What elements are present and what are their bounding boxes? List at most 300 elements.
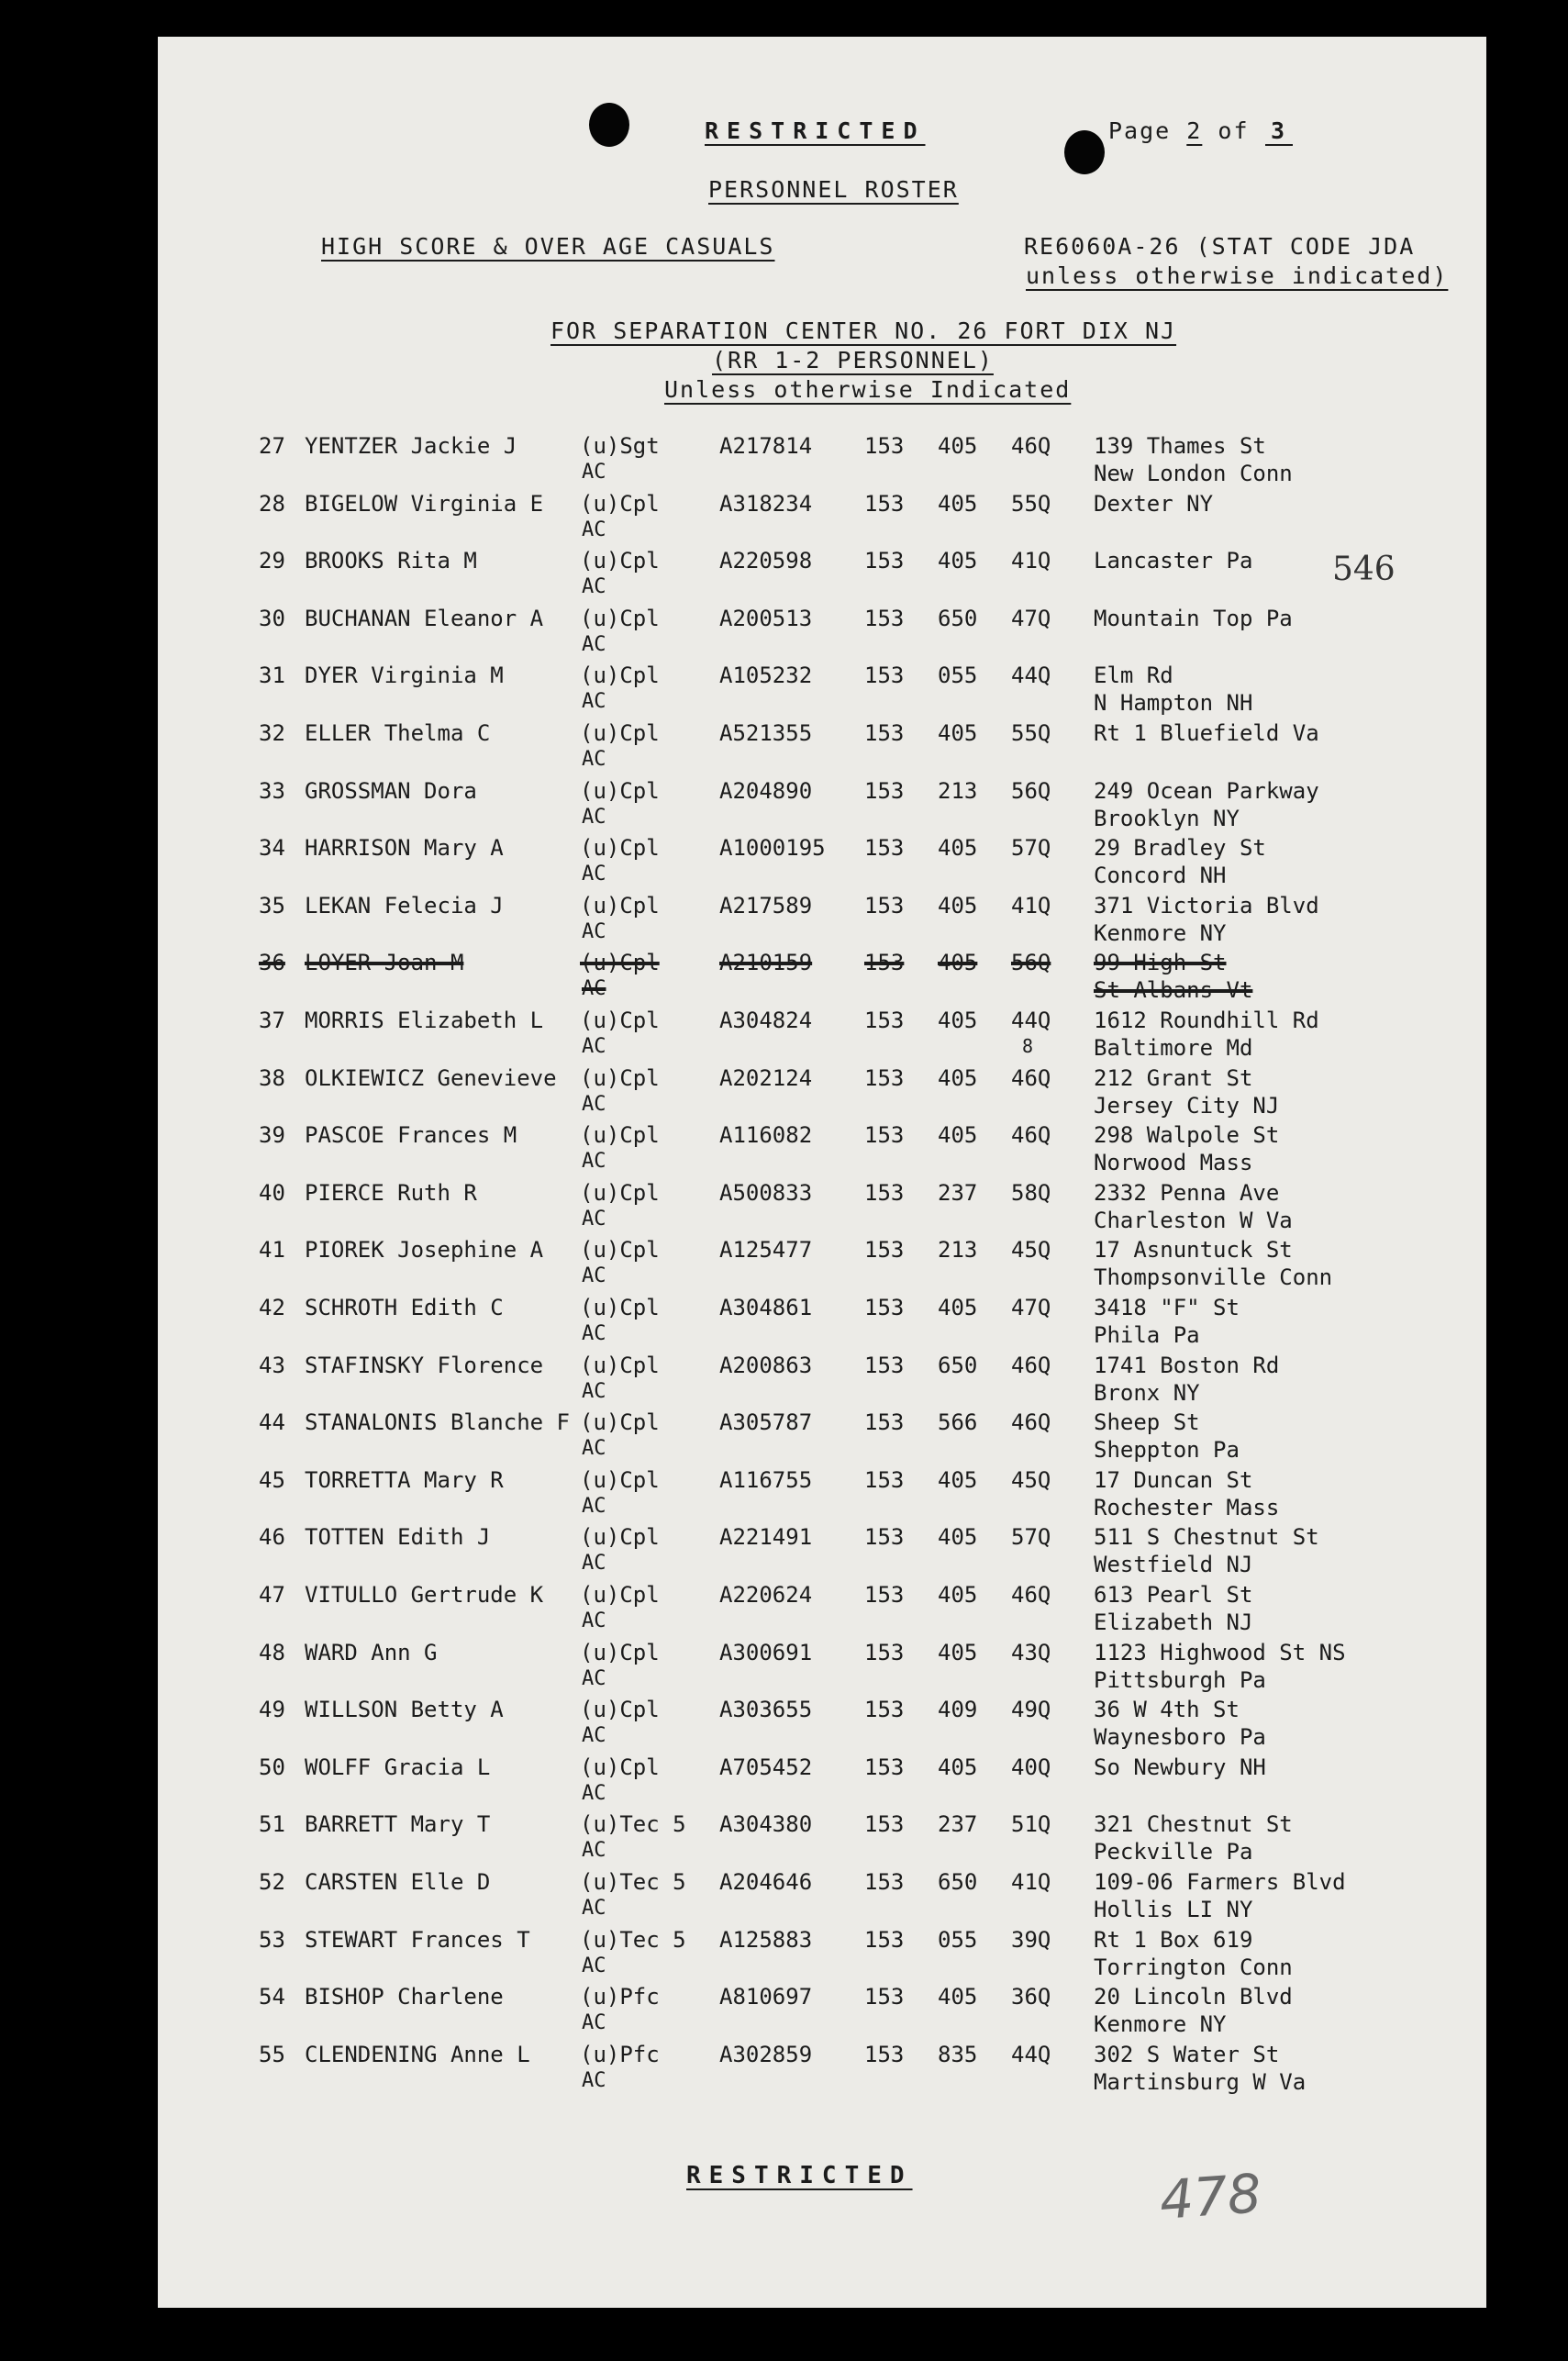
cell-c3: 47Q (1011, 605, 1051, 631)
cell-branch: AC (582, 1264, 606, 1288)
cell-branch: AC (582, 1839, 606, 1863)
cell-name: PIOREK Josephine A (305, 1237, 544, 1264)
cell-serial: A217814 (719, 433, 813, 459)
cell-name: HARRISON Mary A (305, 835, 504, 862)
cell-c3: 57Q (1011, 835, 1051, 862)
cell-addr2: Baltimore Md (1094, 1035, 1253, 1061)
margin-number: 546 (1332, 551, 1396, 588)
cell-branch: AC (582, 1609, 606, 1632)
cell-branch: AC (582, 863, 606, 886)
cell-rank: (u)Cpl (580, 663, 660, 689)
cell-c2: 405 (938, 1984, 978, 2010)
cell-addr2: Thompsonville Conn (1094, 1264, 1333, 1291)
order-code: RE6060A-26 (STAT CODE JDA (1024, 233, 1416, 260)
cell-addr1: 302 S Water St (1094, 2041, 1280, 2067)
cell-addr1: Dexter NY (1094, 490, 1214, 517)
cell-rank: (u)Cpl (580, 1064, 660, 1091)
cell-c2: 405 (938, 548, 978, 574)
cell-name: BIGELOW Virginia E (305, 490, 544, 517)
cell-c3: 46Q (1011, 1122, 1051, 1149)
cell-c2: 405 (938, 433, 978, 459)
cell-c1: 153 (864, 835, 905, 862)
cell-c1: 153 (864, 1754, 905, 1780)
cell-addr1: 139 Thames St (1094, 433, 1266, 459)
cell-c3: 46Q (1011, 1064, 1051, 1091)
cell-branch: AC (582, 1552, 606, 1576)
cell-c1: 153 (864, 433, 905, 459)
cell-c1: 153 (864, 1179, 905, 1206)
cell-branch: AC (582, 1781, 606, 1805)
cell-c3: 41Q (1011, 892, 1051, 919)
cell-c3b: 8 (1022, 1035, 1034, 1057)
cell-addr2: Rochester Mass (1094, 1494, 1280, 1520)
cell-rank: (u)Cpl (580, 892, 660, 919)
cell-c2: 405 (938, 892, 978, 919)
cell-c3: 57Q (1011, 1524, 1051, 1551)
cell-name: MORRIS Elizabeth L (305, 1008, 544, 1033)
cell-num: 27 (259, 433, 285, 459)
table-row (158, 1237, 1486, 1294)
cell-rank: (u)Cpl (580, 1639, 660, 1665)
cell-c2: 409 (938, 1697, 978, 1723)
table-row (158, 1180, 1486, 1237)
cell-c1: 153 (864, 1926, 905, 1953)
cell-serial: A318234 (719, 490, 813, 517)
table-row (158, 1065, 1486, 1122)
cell-addr2: Phila Pa (1094, 1322, 1200, 1348)
cell-name: TOTTEN Edith J (305, 1524, 491, 1551)
cell-serial: A302859 (719, 2041, 813, 2067)
table-row (158, 1467, 1486, 1524)
cell-num: 38 (259, 1064, 285, 1091)
cell-name: BARRETT Mary T (305, 1811, 491, 1838)
cell-c3: 55Q (1011, 720, 1051, 746)
table-row (158, 1754, 1486, 1811)
cell-addr1: 1123 Highwood St NS (1094, 1639, 1346, 1665)
table-row (158, 835, 1486, 892)
cell-c3: 46Q (1011, 1409, 1051, 1436)
table-row (158, 1697, 1486, 1754)
cell-addr2: Waynesboro Pa (1094, 1724, 1266, 1751)
table-row (158, 1008, 1486, 1064)
cell-branch: AC (582, 2068, 606, 2092)
cell-c3: 47Q (1011, 1295, 1051, 1320)
cell-c1: 153 (864, 1984, 905, 2010)
cell-rank: (u)Cpl (580, 1582, 660, 1608)
cell-num: 37 (259, 1008, 285, 1033)
cell-c3: 46Q (1011, 433, 1051, 459)
table-row (158, 548, 1486, 605)
cell-c3: 56Q (1011, 950, 1051, 976)
cell-num: 45 (259, 1466, 285, 1493)
cell-c1: 153 (864, 1122, 905, 1149)
cell-c2: 055 (938, 1926, 978, 1953)
cell-num: 51 (259, 1811, 285, 1838)
cell-name: SCHROTH Edith C (305, 1295, 504, 1320)
table-row (158, 1122, 1486, 1179)
classification-footer: RESTRICTED (686, 2162, 913, 2189)
cell-rank: (u)Cpl (580, 1754, 660, 1780)
cell-rank: (u)Cpl (580, 548, 660, 574)
cell-name: WOLFF Gracia L (305, 1754, 491, 1780)
cell-addr1: 17 Asnuntuck St (1094, 1237, 1293, 1264)
cell-branch: AC (582, 632, 606, 656)
cell-rank: (u)Cpl (580, 1295, 660, 1320)
table-row (158, 893, 1486, 950)
cell-rank: (u)Cpl (580, 1352, 660, 1378)
cell-branch: AC (582, 1954, 606, 1977)
cell-c3: 44Q (1011, 1008, 1051, 1033)
cell-branch: AC (582, 1437, 606, 1461)
cell-branch: AC (582, 575, 606, 599)
cell-name: BUCHANAN Eleanor A (305, 605, 544, 631)
cell-c3: 41Q (1011, 548, 1051, 574)
cell-rank: (u)Cpl (580, 1008, 660, 1033)
cell-serial: A521355 (719, 720, 813, 746)
cell-addr2: Jersey City NJ (1094, 1092, 1280, 1119)
cell-serial: A220624 (719, 1582, 813, 1608)
table-row (158, 606, 1486, 663)
cell-addr2: Kenmore NY (1094, 919, 1227, 946)
cell-c2: 405 (938, 490, 978, 517)
cell-c1: 153 (864, 720, 905, 746)
cell-c3: 45Q (1011, 1466, 1051, 1493)
page-number: 2 (1186, 117, 1203, 144)
cell-c2: 405 (938, 950, 978, 976)
cell-c2: 405 (938, 1122, 978, 1149)
classification-header: RESTRICTED (705, 117, 926, 144)
cell-serial: A221491 (719, 1524, 813, 1551)
cell-rank: (u)Tec 5 (580, 1926, 686, 1953)
cell-addr2: Norwood Mass (1094, 1150, 1253, 1176)
cell-addr2: Martinsburg W Va (1094, 2068, 1307, 2095)
cell-c3: 41Q (1011, 1869, 1051, 1895)
cell-rank: (u)Cpl (580, 1179, 660, 1206)
cell-addr2: Bronx NY (1094, 1379, 1200, 1406)
cell-c3: 40Q (1011, 1754, 1051, 1780)
cell-serial: A304380 (719, 1811, 813, 1838)
cell-num: 34 (259, 835, 285, 862)
cell-c1: 153 (864, 2041, 905, 2067)
cell-branch: AC (582, 1379, 606, 1403)
cell-num: 52 (259, 1869, 285, 1895)
punch-hole-right (1064, 130, 1105, 174)
cell-addr1: 1612 Roundhill Rd (1094, 1008, 1319, 1033)
table-row (158, 1409, 1486, 1466)
cell-serial: A105232 (719, 663, 813, 689)
cell-addr2: Hollis LI NY (1094, 1897, 1253, 1922)
cell-num: 35 (259, 892, 285, 919)
cell-num: 32 (259, 720, 285, 746)
cell-c2: 405 (938, 1295, 978, 1320)
cell-num: 47 (259, 1582, 285, 1608)
cell-c2: 405 (938, 1754, 978, 1780)
cell-c3: 55Q (1011, 490, 1051, 517)
cell-name: PIERCE Ruth R (305, 1179, 477, 1206)
cell-branch: AC (582, 690, 606, 714)
cell-addr1: Sheep St (1094, 1409, 1200, 1436)
cell-branch: AC (582, 1207, 606, 1231)
personnel-group: (RR 1-2 PERSONNEL) (712, 347, 994, 373)
cell-addr1: 99 High St (1094, 950, 1227, 976)
cell-num: 40 (259, 1179, 285, 1206)
cell-c2: 237 (938, 1811, 978, 1838)
cell-serial: A116082 (719, 1122, 813, 1149)
cell-branch: AC (582, 1035, 606, 1058)
cell-rank: (u)Cpl (580, 1466, 660, 1493)
cell-serial: A202124 (719, 1064, 813, 1091)
cell-rank: (u)Cpl (580, 1409, 660, 1436)
cell-c3: 49Q (1011, 1697, 1051, 1723)
cell-name: TORRETTA Mary R (305, 1466, 504, 1493)
table-row (158, 778, 1486, 835)
cell-branch: AC (582, 977, 606, 1001)
cell-name: WARD Ann G (305, 1639, 438, 1665)
cell-num: 42 (259, 1295, 285, 1320)
cell-c1: 153 (864, 777, 905, 804)
cell-branch: AC (582, 1897, 606, 1920)
cell-c2: 650 (938, 1869, 978, 1895)
cell-rank: (u)Cpl (580, 1524, 660, 1551)
cell-addr2: New London Conn (1094, 461, 1293, 486)
table-row (158, 1295, 1486, 1352)
cell-addr2: Torrington Conn (1094, 1954, 1293, 1980)
cell-addr2: Pittsburgh Pa (1094, 1666, 1266, 1693)
cell-num: 49 (259, 1697, 285, 1723)
cell-rank: (u)Cpl (580, 1697, 660, 1723)
table-row (158, 1984, 1486, 2041)
table-row (158, 1640, 1486, 1697)
cell-addr1: Mountain Top Pa (1094, 605, 1293, 631)
cell-rank: (u)Cpl (580, 605, 660, 631)
cell-c1: 153 (864, 663, 905, 689)
cell-name: YENTZER Jackie J (305, 433, 517, 459)
cell-c1: 153 (864, 1639, 905, 1665)
cell-addr1: 1741 Boston Rd (1094, 1352, 1280, 1378)
cell-c2: 650 (938, 1352, 978, 1378)
cell-name: PASCOE Frances M (305, 1122, 517, 1149)
cell-addr1: 511 S Chestnut St (1094, 1524, 1319, 1551)
cell-c3: 58Q (1011, 1179, 1051, 1206)
table-row (158, 1811, 1486, 1868)
cell-branch: AC (582, 1150, 606, 1174)
cell-rank: (u)Cpl (580, 1122, 660, 1149)
handwritten-number: 478 (1157, 2162, 1263, 2232)
cell-num: 41 (259, 1237, 285, 1264)
cell-c3: 45Q (1011, 1237, 1051, 1264)
cell-num: 54 (259, 1984, 285, 2010)
table-row (158, 720, 1486, 777)
cell-rank: (u)Tec 5 (580, 1869, 686, 1895)
cell-addr2: Concord NH (1094, 863, 1227, 889)
cell-c2: 213 (938, 1237, 978, 1264)
cell-branch: AC (582, 805, 606, 829)
cell-addr1: Elm Rd (1094, 663, 1173, 689)
cell-serial: A810697 (719, 1984, 813, 2010)
separation-center: FOR SEPARATION CENTER NO. 26 FORT DIX NJ (550, 317, 1177, 344)
cell-c2: 650 (938, 605, 978, 631)
cell-c2: 237 (938, 1179, 978, 1206)
cell-serial: A200863 (719, 1352, 813, 1378)
cell-c2: 405 (938, 1466, 978, 1493)
cell-num: 55 (259, 2041, 285, 2067)
cell-name: CARSTEN Elle D (305, 1869, 491, 1895)
cell-c1: 153 (864, 1869, 905, 1895)
cell-c1: 153 (864, 1582, 905, 1608)
table-row (158, 1869, 1486, 1926)
cell-rank: (u)Cpl (580, 490, 660, 517)
table-row (158, 2042, 1486, 2099)
page-of: of (1218, 117, 1250, 144)
cell-addr1: 17 Duncan St (1094, 1466, 1253, 1493)
cell-c3: 39Q (1011, 1926, 1051, 1953)
cell-c1: 153 (864, 1295, 905, 1320)
cell-num: 31 (259, 663, 285, 689)
cell-num: 28 (259, 490, 285, 517)
cell-rank: (u)Cpl (580, 950, 660, 976)
cell-name: STEWART Frances T (305, 1926, 530, 1953)
cell-branch: AC (582, 1666, 606, 1690)
cell-name: OLKIEWICZ Genevieve (305, 1064, 557, 1091)
cell-branch: AC (582, 1092, 606, 1116)
cell-addr1: Lancaster Pa (1094, 548, 1253, 574)
cell-addr2: Westfield NJ (1094, 1552, 1253, 1578)
cell-addr1: Rt 1 Box 619 (1094, 1926, 1253, 1953)
cell-c3: 46Q (1011, 1352, 1051, 1378)
cell-c2: 405 (938, 1008, 978, 1033)
cell-addr1: 249 Ocean Parkway (1094, 777, 1319, 804)
table-row (158, 663, 1486, 719)
cell-c1: 153 (864, 605, 905, 631)
cell-c2: 405 (938, 1064, 978, 1091)
cell-name: DYER Virginia M (305, 663, 504, 689)
table-row-struck (158, 950, 1486, 1007)
cell-c1: 153 (864, 1697, 905, 1723)
cell-rank: (u)Pfc (580, 2041, 660, 2067)
cell-addr1: 212 Grant St (1094, 1064, 1253, 1091)
cell-c2: 405 (938, 835, 978, 862)
cell-name: VITULLO Gertrude K (305, 1582, 544, 1608)
cell-addr1: 613 Pearl St (1094, 1582, 1253, 1608)
cell-serial: A220598 (719, 548, 813, 574)
cell-c1: 153 (864, 548, 905, 574)
cell-num: 30 (259, 605, 285, 631)
cell-num: 33 (259, 777, 285, 804)
cell-serial: A304824 (719, 1008, 813, 1033)
punch-hole-left (589, 103, 629, 147)
cell-name: STAFINSKY Florence (305, 1352, 544, 1378)
cell-branch: AC (582, 919, 606, 943)
cell-name: LEKAN Felecia J (305, 892, 504, 919)
cell-name: ELLER Thelma C (305, 720, 491, 746)
table-row (158, 491, 1486, 548)
cell-addr2: St Albans Vt (1094, 977, 1253, 1004)
table-row (158, 433, 1486, 490)
cell-name: BROOKS Rita M (305, 548, 477, 574)
cell-c1: 153 (864, 1064, 905, 1091)
cell-num: 29 (259, 548, 285, 574)
page-label: Page (1108, 117, 1172, 144)
cell-branch: AC (582, 1494, 606, 1518)
cell-serial: A500833 (719, 1179, 813, 1206)
cell-branch: AC (582, 518, 606, 541)
cell-num: 50 (259, 1754, 285, 1780)
cell-serial: A204646 (719, 1869, 813, 1895)
cell-c1: 153 (864, 1237, 905, 1264)
table-row (158, 1353, 1486, 1409)
cell-num: 53 (259, 1926, 285, 1953)
cell-num: 43 (259, 1352, 285, 1378)
cell-c2: 213 (938, 777, 978, 804)
cell-addr1: 20 Lincoln Blvd (1094, 1984, 1293, 2010)
cell-num: 48 (259, 1639, 285, 1665)
cell-c2: 055 (938, 663, 978, 689)
cell-rank: (u)Cpl (580, 1237, 660, 1264)
cell-addr1: 321 Chestnut St (1094, 1811, 1293, 1838)
cell-serial: A125883 (719, 1926, 813, 1953)
cell-addr1: 298 Walpole St (1094, 1122, 1280, 1149)
cell-serial: A1000195 (719, 835, 826, 862)
cell-branch: AC (582, 1322, 606, 1345)
cell-name: CLENDENING Anne L (305, 2041, 530, 2067)
cell-addr1: 371 Victoria Blvd (1094, 892, 1319, 919)
cell-c3: 43Q (1011, 1639, 1051, 1665)
cell-serial: A303655 (719, 1697, 813, 1723)
cell-c1: 153 (864, 892, 905, 919)
cell-rank: (u)Pfc (580, 1984, 660, 2010)
cell-c1: 153 (864, 1524, 905, 1551)
cell-branch: AC (582, 748, 606, 771)
cell-c2: 405 (938, 1524, 978, 1551)
cell-serial: A305787 (719, 1409, 813, 1436)
page-indicator (1108, 117, 1293, 146)
cell-addr1: 2332 Penna Ave (1094, 1179, 1280, 1206)
cell-c1: 153 (864, 1466, 905, 1493)
page-total: 3 (1265, 117, 1293, 146)
cell-addr2: N Hampton NH (1094, 690, 1253, 717)
cell-c3: 46Q (1011, 1582, 1051, 1608)
cell-serial: A116755 (719, 1466, 813, 1493)
cell-c1: 153 (864, 1409, 905, 1436)
cell-name: BISHOP Charlene (305, 1984, 504, 2010)
cell-rank: (u)Tec 5 (580, 1811, 686, 1838)
cell-num: 46 (259, 1524, 285, 1551)
cell-c3: 51Q (1011, 1811, 1051, 1838)
cell-name: GROSSMAN Dora (305, 777, 477, 804)
cell-addr1: 29 Bradley St (1094, 835, 1266, 862)
roster-page (158, 37, 1486, 2308)
cell-serial: A210159 (719, 950, 813, 976)
cell-c1: 153 (864, 490, 905, 517)
cell-c2: 405 (938, 1639, 978, 1665)
section-title: HIGH SCORE & OVER AGE CASUALS (321, 233, 775, 260)
cell-rank: (u)Sgt (580, 433, 660, 459)
cell-name: WILLSON Betty A (305, 1697, 504, 1723)
table-row (158, 1524, 1486, 1581)
cell-addr2: Brooklyn NY (1094, 805, 1240, 831)
cell-num: 44 (259, 1409, 285, 1436)
cell-c3: 44Q (1011, 2041, 1051, 2067)
cell-serial: A300691 (719, 1639, 813, 1665)
cell-c3: 44Q (1011, 663, 1051, 689)
cell-addr2: Sheppton Pa (1094, 1437, 1240, 1464)
cell-addr1: Rt 1 Bluefield Va (1094, 720, 1319, 746)
table-row (158, 1927, 1486, 1984)
cell-name: LOYER Joan M (305, 950, 464, 976)
cell-c3: 36Q (1011, 1984, 1051, 2010)
cell-serial: A705452 (719, 1754, 813, 1780)
cell-num: 36 (259, 950, 285, 976)
